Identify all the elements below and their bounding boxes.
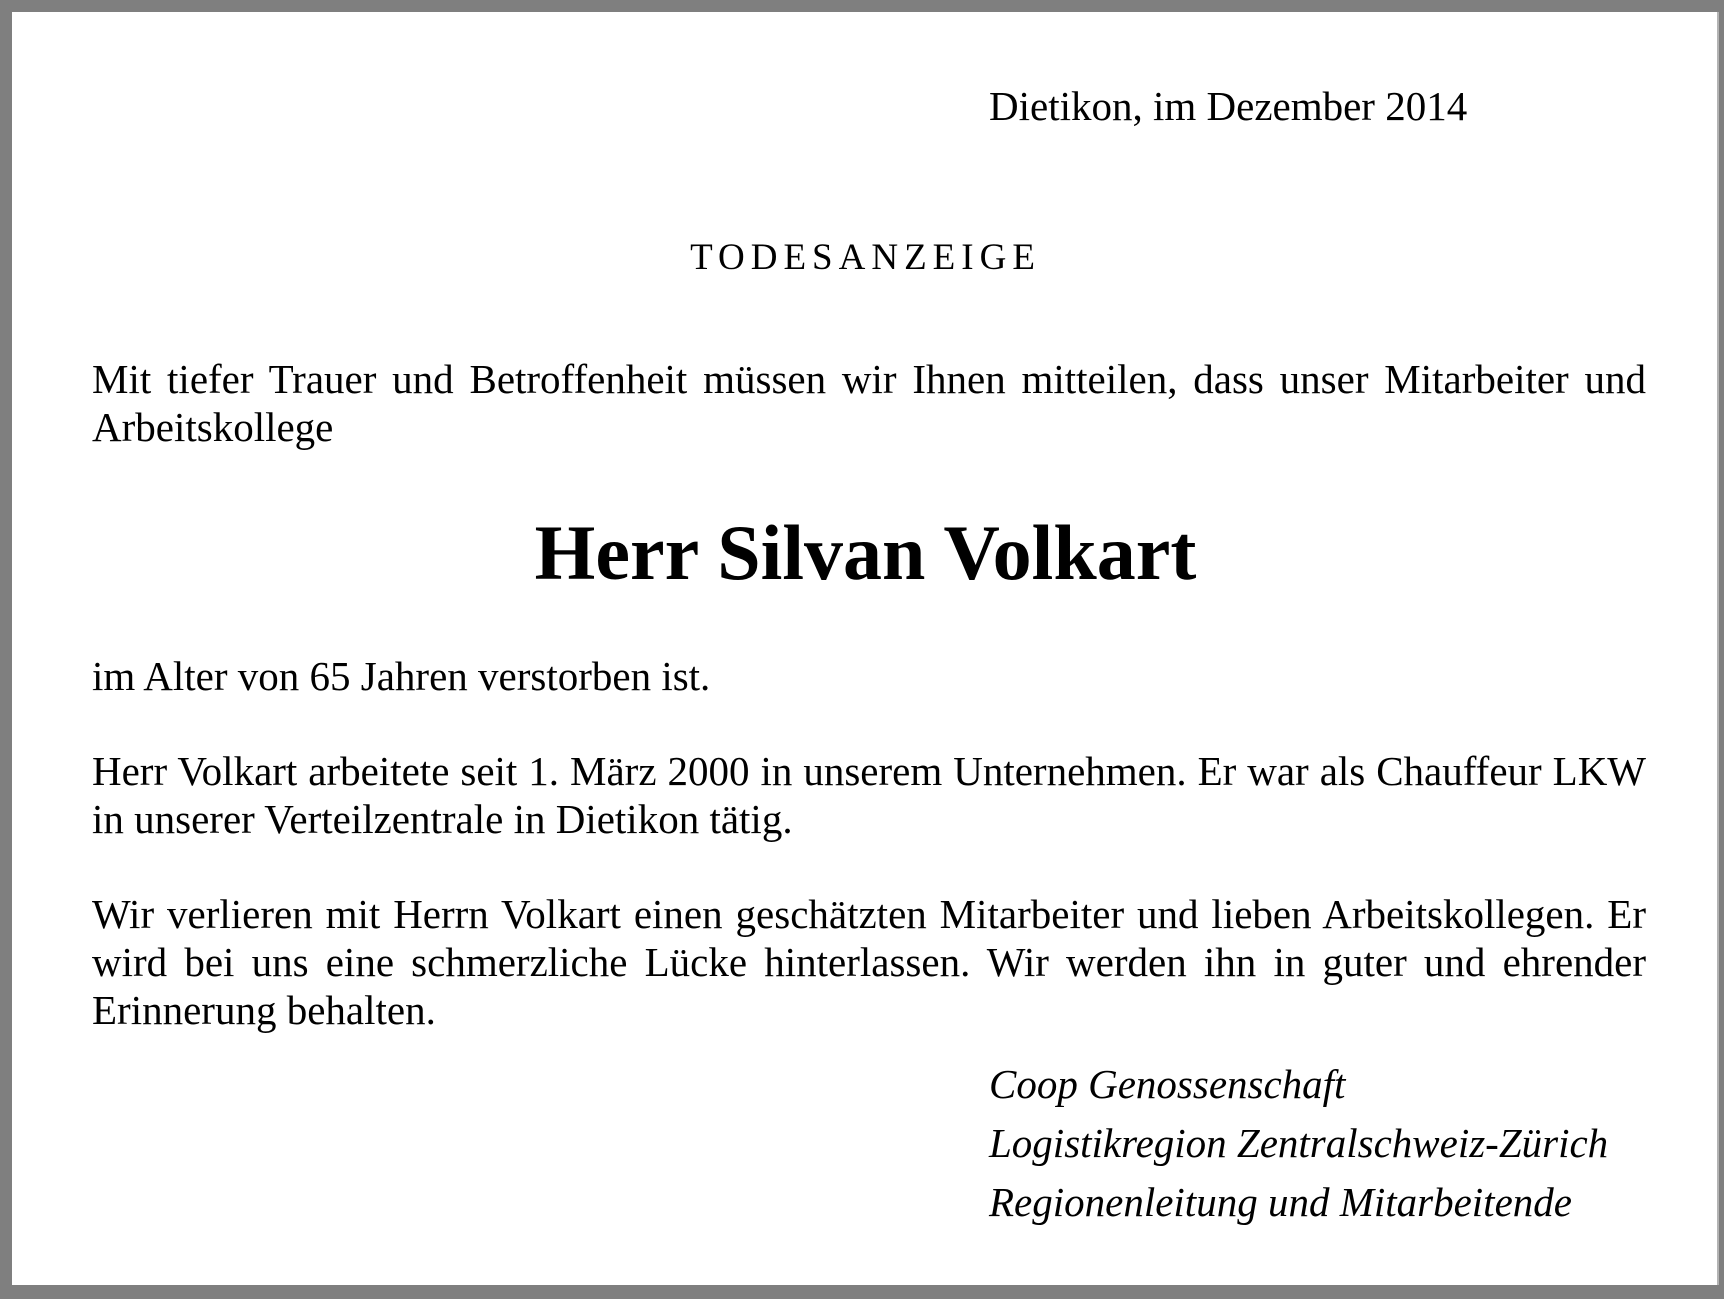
employment-paragraph: Herr Volkart arbeitete seit 1. März 2000 in unserem Unternehmen. Er war als Chauffeur LKW in unserer Verteilzentrale in Dietikon tätig.	[92, 748, 1646, 842]
signature-block	[989, 1055, 1608, 1232]
deceased-name: Herr Silvan Volkart	[534, 509, 1197, 596]
signature-region: Logistikregion Zentralschweiz-Zürich	[989, 1120, 1609, 1166]
notice-heading: TODESANZEIGE	[690, 237, 1041, 278]
tribute-paragraph: Wir verlieren mit Herrn Volkart einen geschätzten Mitarbeiter und lieben Arbeitskollegen. Er wird bei uns eine schmerzliche Lücke hinterlassen. Wir werden ihn in guter und ehrender Erinnerung behalten.	[92, 891, 1646, 1033]
intro-paragraph: Mit tiefer Trauer und Betroffenheit müssen wir Ihnen mitteilen, dass unser Mitarbeiter und Arbeitskollege	[92, 356, 1646, 450]
age-paragraph: im Alter von 65 Jahren verstorben ist.	[92, 653, 711, 699]
signature-staff: Regionenleitung und Mitarbeitende	[989, 1179, 1572, 1225]
dateline: Dietikon, im Dezember 2014	[989, 83, 1468, 129]
signature-organization: Coop Genossenschaft	[989, 1061, 1346, 1107]
